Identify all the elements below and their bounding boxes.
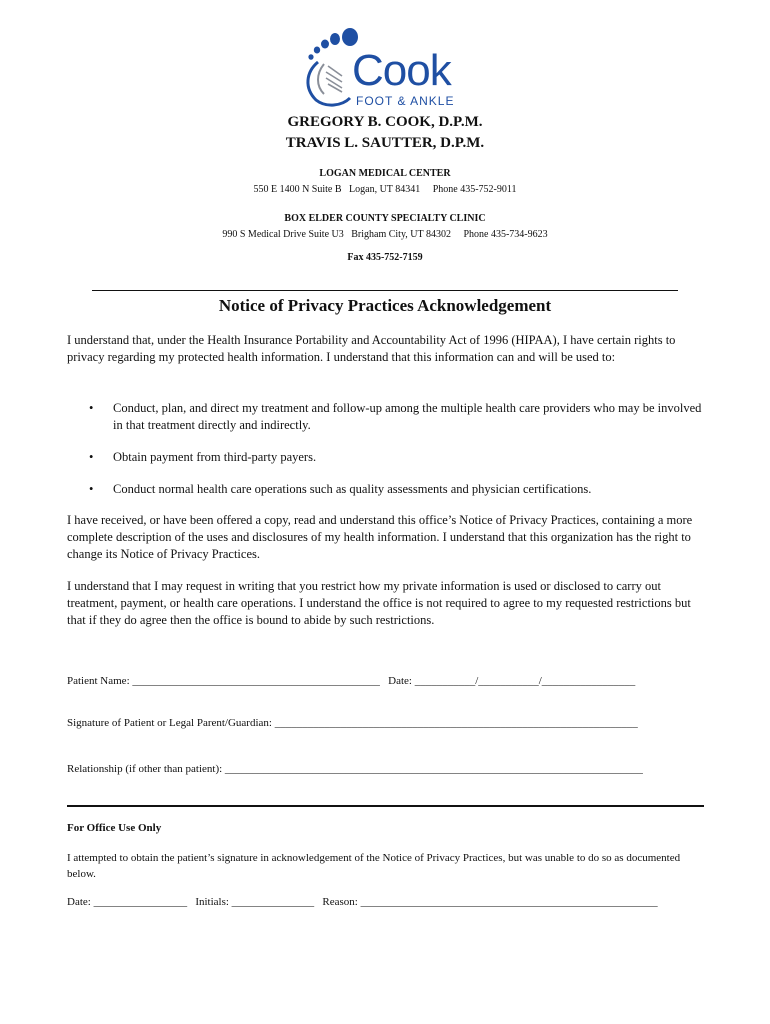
logo-name: Cook xyxy=(352,46,451,95)
paragraph-restrictions: I understand that I may request in writing that you restrict how my private information is used or disclosed to carry out treatment, payment, or health care operations. I understand the office is not required to agree to my requested restrictions but that if they do agree then the office is bound to abide by such restrictions. xyxy=(67,579,691,627)
document-title: Notice of Privacy Practices Acknowledgement xyxy=(218,296,552,315)
list-item: • Conduct normal health care operations such as quality assessments and physician certifications. xyxy=(89,482,592,496)
bullet-icon: • xyxy=(89,401,94,415)
logo-tagline: FOOT & ANKLE xyxy=(356,94,455,108)
header-divider xyxy=(92,290,678,291)
paragraph-hipaa-rights: I understand that, under the Health Insurance Portability and Accountability Act of 1996 (HIPAA), I have certain rights to privacy regarding my protected health information. I understand that this information can and will be used to: xyxy=(67,333,676,364)
paragraph-notice-received: I have received, or have been offered a copy, read and understand this office’s Notice of Privacy Practices, containing a more complete description of the uses and disclosures of my health information. I understand that this organization has the right to change its Notice of Privacy Practices. xyxy=(67,513,693,561)
relationship-field[interactable]: Relationship (if other than patient): ____________________________________________________________________________ xyxy=(67,763,643,775)
list-item: • Conduct, plan, and direct my treatment and follow-up among the multiple health care providers who may be involved in that treatment directly and indirectly. xyxy=(89,401,702,432)
signature-field[interactable]: Signature of Patient or Legal Parent/Guardian: __________________________________________________________________ xyxy=(67,717,638,729)
doctor-name-2: TRAVIS L. SAUTTER, D.P.M. xyxy=(285,135,485,151)
doctor-name-1: GREGORY B. COOK, D.P.M. xyxy=(287,114,483,130)
patient-name-date-field[interactable]: Patient Name: _____________________________________________ Date: ___________/___________/_________________ xyxy=(67,675,636,687)
office-use-text: I attempted to obtain the patient’s signature in acknowledgement of the Notice of Privacy Practices, but was unable to do so as documented below. xyxy=(67,852,681,880)
bullet-icon: • xyxy=(89,450,94,464)
office-divider xyxy=(67,805,704,807)
bullet-icon: • xyxy=(89,482,94,496)
office-use-heading: For Office Use Only xyxy=(67,822,162,834)
location-2-address: 990 S Medical Drive Suite U3 Brigham City, UT 84302 Phone 435-734-9623 xyxy=(222,229,548,240)
office-use-fields[interactable]: Date: _________________ Initials: _______________ Reason: ______________________________________________________ xyxy=(67,896,658,908)
list-item: • Obtain payment from third-party payers. xyxy=(89,450,317,464)
usage-list xyxy=(67,400,707,513)
fax-number: Fax 435-752-7159 xyxy=(347,252,423,263)
location-2-name: BOX ELDER COUNTY SPECIALTY CLINIC xyxy=(284,213,486,224)
location-1-address: 550 E 1400 N Suite B Logan, UT 84341 Phone 435-752-9011 xyxy=(253,184,517,195)
location-1-name: LOGAN MEDICAL CENTER xyxy=(319,168,451,179)
